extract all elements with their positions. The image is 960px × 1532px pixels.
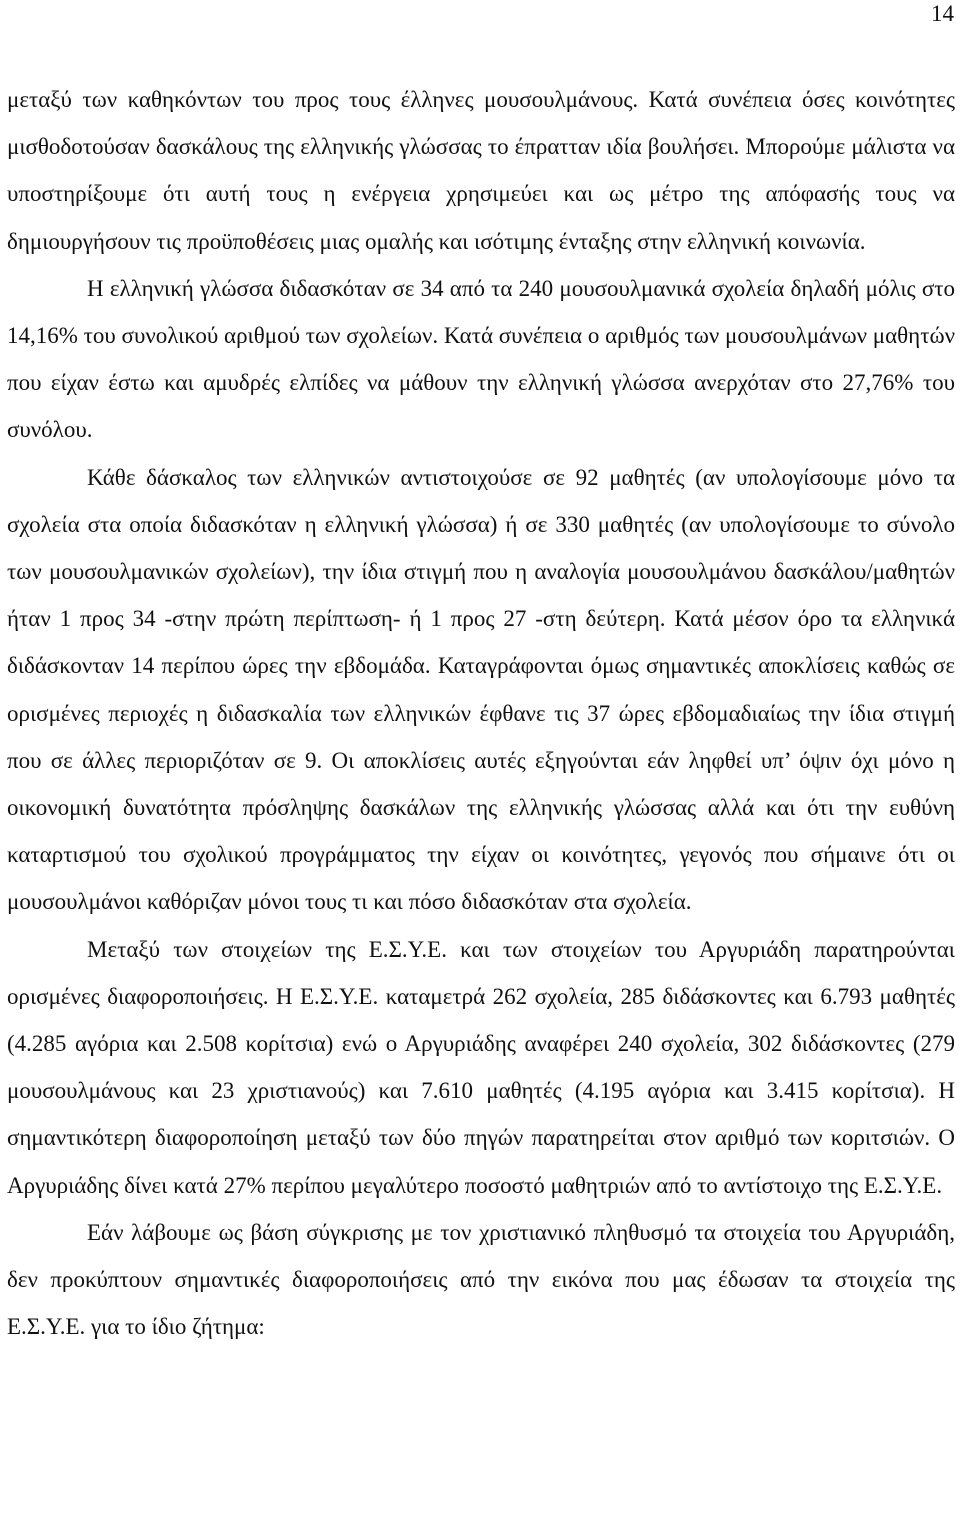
- document-body: [7, 76, 955, 1350]
- paragraph-source-comparison: Μεταξύ των στοιχείων της Ε.Σ.Υ.Ε. και των στοιχείων του Αργυριάδη παρατηρούνται ορισμένες διαφοροποιήσεις. Η Ε.Σ.Υ.Ε. καταμετρά 262 σχολεία, 285 διδάσκοντες και 6.793 μαθητές (4.285 αγόρια και 2.508 κορίτσια) ενώ ο Αργυριάδης αναφέρει 240 σχολεία, 302 διδάσκοντες (279 μουσουλμάνους και 23 χριστιανούς) και 7.610 μαθητές (4.195 αγόρια και 3.415 κορίτσια). Η σημαντικότερη διαφοροποίηση μεταξύ των δύο πηγών παρατηρείται στον αριθμό των κοριτσιών. Ο Αργυριάδης δίνει κατά 27% περίπου μεγαλύτερο ποσοστό μαθητριών από το αντίστοιχο της Ε.Σ.Υ.Ε.: [7, 936, 955, 1198]
- paragraph-teacher-ratios: Κάθε δάσκαλος των ελληνικών αντιστοιχούσε σε 92 μαθητές (αν υπολογίσουμε μόνο τα σχολεία στα οποία διδασκόταν η ελληνική γλώσσα) ή σε 330 μαθητές (αν υπολογίσουμε το σύνολο των μουσουλμανικών σχολείων), την ίδια στιγμή που η αναλογία μουσουλμάνου δασκάλου/μαθητών ήταν 1 προς 34 -στην πρώτη περίπτωση- ή 1 προς 27 -στη δεύτερη. Κατά μέσον όρο τα ελληνικά διδάσκονταν 14 περίπου ώρες την εβδομάδα. Καταγράφονται όμως σημαντικές αποκλίσεις καθώς σε ορισμένες περιοχές η διδασκαλία των ελληνικών έφθανε τις 37 ώρες εβδομαδιαίως την ίδια στιγμή που σε άλλες περιοριζόταν σε 9. Οι αποκλίσεις αυτές εξηγούνται εάν ληφθεί υπ’ όψιν όχι μόνο η οικονομική δυνατότητα πρόσληψης δασκάλων της ελληνικής γλώσσας αλλά και ότι την ευθύνη καταρτισμού του σχολικού προγράμματος την είχαν οι κοινότητες, γεγονός που σήμαινε ότι οι μουσουλμάνοι καθόριζαν μόνοι τους τι και πόσο διδασκόταν στα σχολεία.: [7, 464, 955, 915]
- paragraph-christian-comparison: Εάν λάβουμε ως βάση σύγκρισης με τον χριστιανικό πληθυσμό τα στοιχεία του Αργυριάδη, δεν προκύπτουν σημαντικές διαφοροποιήσεις από την εικόνα που μας έδωσαν τα στοιχεία της Ε.Σ.Υ.Ε. για το ίδιο ζήτημα:: [7, 1219, 955, 1340]
- paragraph-continuation: μεταξύ των καθηκόντων του προς τους έλληνες μουσουλμάνους. Κατά συνέπεια όσες κοινότητες μισθοδοτούσαν δασκάλους της ελληνικής γλώσσας το έπρατταν ιδία βουλήσει. Μπορούμε μάλιστα να υποστηρίξουμε ότι αυτή τους η ενέργεια χρησιμεύει και ως μέτρο της απόφασής τους να δημιουργήσουν τις προϋποθέσεις μιας ομαλής και ισότιμης ένταξης στην ελληνική κοινωνία.: [7, 87, 955, 254]
- paragraph-greek-language-schools: Η ελληνική γλώσσα διδασκόταν σε 34 από τα 240 μουσουλμανικά σχολεία δηλαδή μόλις στο 14,16% του συνολικού αριθμού των σχολείων. Κατά συνέπεια ο αριθμός των μουσουλμάνων μαθητών που είχαν έστω και αμυδρές ελπίδες να μάθουν την ελληνική γλώσσα ανερχόταν στο 27,76% του συνόλου.: [7, 275, 955, 443]
- page-number: 14: [931, 1, 954, 26]
